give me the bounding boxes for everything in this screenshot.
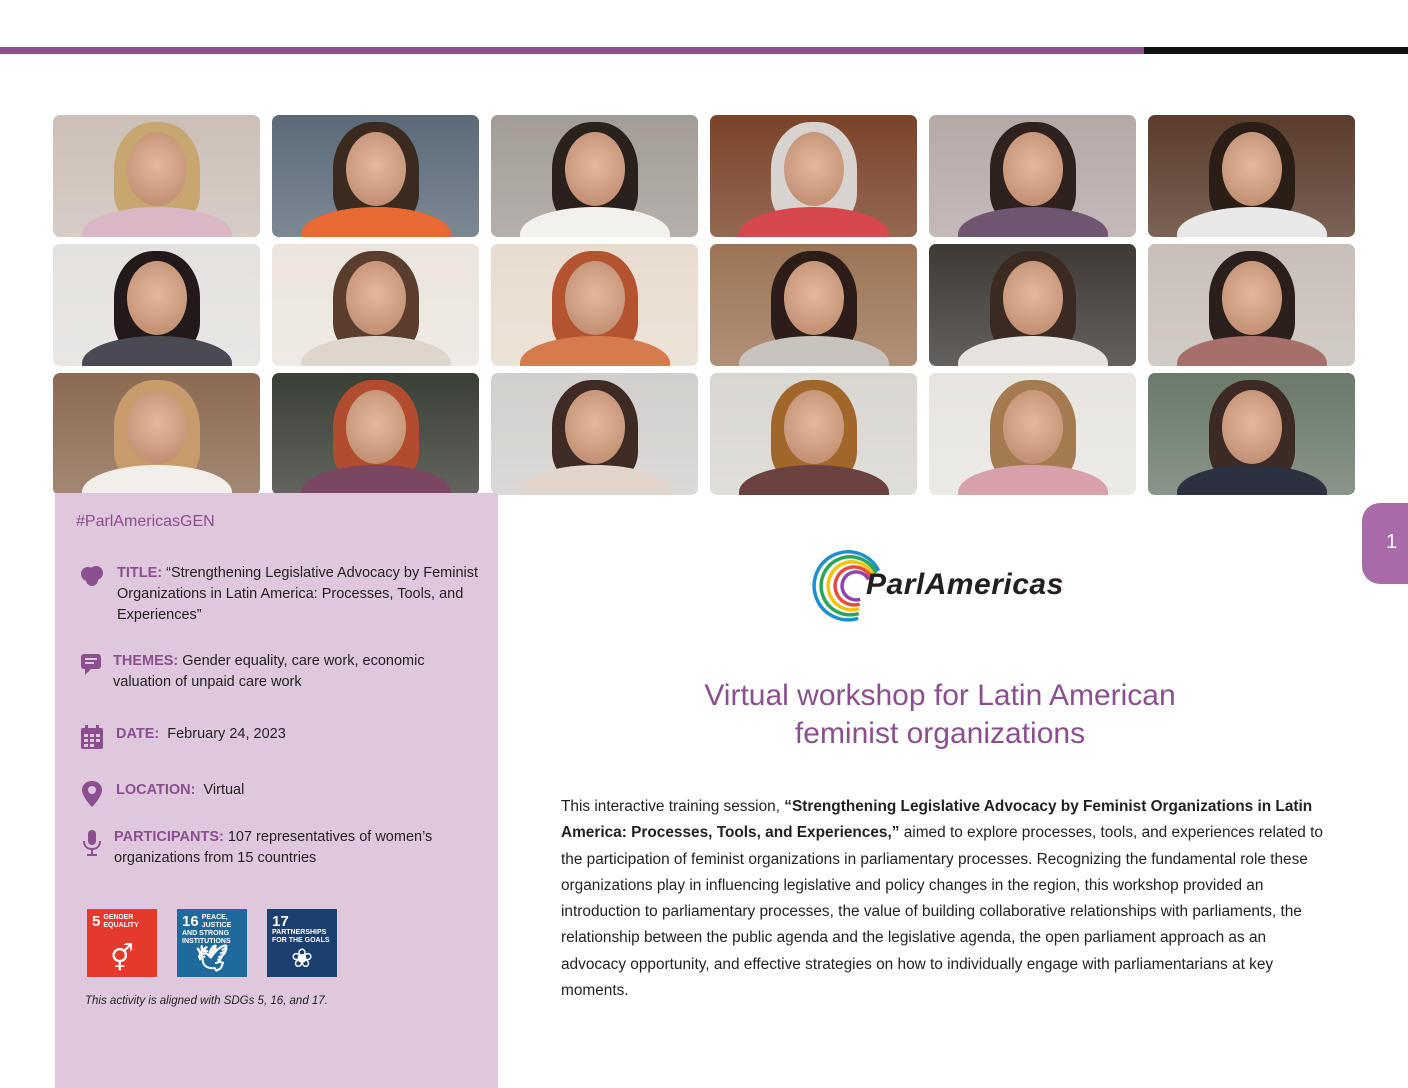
sdg-icon: ❀	[291, 943, 313, 973]
participant-photo-10	[710, 244, 917, 366]
participants-value: 107 representatives of women’s organizations from 15 countries	[114, 829, 433, 866]
participant-photo-4	[710, 115, 917, 237]
shoulders	[82, 207, 232, 237]
description-intro: This interactive training session,	[561, 798, 785, 815]
face	[565, 261, 625, 335]
participant-photo-11	[929, 244, 1136, 366]
microphone-icon	[79, 829, 105, 857]
face	[346, 390, 406, 464]
face	[1222, 261, 1282, 335]
shoulders	[1177, 207, 1327, 237]
shoulders	[1177, 465, 1327, 495]
logo-arc	[842, 572, 869, 600]
face	[565, 390, 625, 464]
shoulders	[739, 336, 889, 366]
title-value: “Strengthening Legislative Advocacy by Feminist Organizations in Latin America: Processes, Tools, and Experiences”	[117, 565, 479, 623]
brain-icon	[79, 563, 105, 591]
shoulders	[82, 465, 232, 495]
sdg-label: GENDER EQUALITY	[103, 914, 139, 929]
participant-photo-12	[1148, 244, 1355, 366]
sdg-16-badge	[177, 909, 247, 977]
participant-photo-2	[272, 115, 479, 237]
shoulders	[1177, 336, 1327, 366]
face	[1222, 390, 1282, 464]
participant-photo-8	[272, 244, 479, 366]
shoulders	[301, 336, 451, 366]
participant-photo-14	[272, 373, 479, 495]
sdg-label: PARTNERSHIPS FOR THE GOALS	[272, 929, 330, 944]
shoulders	[301, 207, 451, 237]
face	[127, 261, 187, 335]
themes-value: Gender equality, care work, economic valuation of unpaid care work	[113, 653, 425, 690]
page-number: 1	[1386, 531, 1398, 553]
shoulders	[958, 207, 1108, 237]
participant-photo-6	[1148, 115, 1355, 237]
face	[346, 132, 406, 206]
sdg-17-badge	[267, 909, 337, 977]
title-line-1: Virtual workshop for Latin American	[704, 679, 1176, 712]
sdg-number: 5	[92, 913, 101, 930]
participant-photo-18	[1148, 373, 1355, 495]
face	[127, 132, 187, 206]
chat-bubbles-icon	[79, 651, 105, 679]
face	[1003, 132, 1063, 206]
participant-photo-5	[929, 115, 1136, 237]
title-label: TITLE:	[117, 565, 163, 581]
sdg-5-badge	[87, 909, 157, 977]
header-rule	[1144, 47, 1408, 54]
participant-photo-1	[53, 115, 260, 237]
date-value: February 24, 2023	[167, 726, 286, 742]
sdg-alignment-note: This activity is aligned with SDGs 5, 16, and 17.	[85, 995, 328, 1007]
participant-photo-7	[53, 244, 260, 366]
face	[1003, 261, 1063, 335]
title-line-2: feminist organizations	[794, 717, 1086, 750]
face	[127, 390, 187, 464]
shoulders	[520, 465, 670, 495]
location-value: Virtual	[203, 782, 245, 798]
shoulders	[958, 336, 1108, 366]
participants-photo-grid	[53, 115, 1355, 495]
shoulders	[520, 336, 670, 366]
themes-label: THEMES:	[113, 653, 179, 669]
header-accent-bar	[0, 47, 1144, 54]
participant-photo-13	[53, 373, 260, 495]
face	[784, 261, 844, 335]
participant-photo-17	[929, 373, 1136, 495]
shoulders	[301, 465, 451, 495]
shoulders	[82, 336, 232, 366]
description-rest: aimed to explore processes, tools, and experiences related to the participation of feminist organizations in parliamentary processes. Recognizing the fundamental role these organizations play in influencing legislative and policy changes in the region, this workshop provided an introduction to parliamentary processes, the value of building collaborative relationships with parliaments, the relationship between the public agenda and the legislative agenda, the open parliament approach as an advocacy opportunity, and effective strategies on how to individually engage with parliamentarians at key moments.	[561, 824, 1323, 1000]
parlamericas-logo	[808, 544, 1088, 624]
face	[1003, 390, 1063, 464]
hashtag: #ParlAmericasGEN	[76, 513, 215, 530]
shoulders	[739, 465, 889, 495]
page-title	[600, 677, 1280, 753]
event-info-sidebar	[55, 493, 498, 1088]
face	[1222, 132, 1282, 206]
location-label: LOCATION:	[116, 782, 196, 798]
sdg-number: 17	[272, 913, 289, 930]
page-number-tab	[1362, 503, 1408, 584]
face	[346, 261, 406, 335]
face	[565, 132, 625, 206]
logo-text: ParlAmericas	[866, 568, 1064, 601]
sdg-icon: 🕊	[195, 943, 229, 973]
participants-label: PARTICIPANTS:	[114, 829, 224, 845]
shoulders	[958, 465, 1108, 495]
sdg-icon: ⚥	[110, 943, 134, 973]
description-session-title: “Strengthening Legislative Advocacy by Feminist Organizations in Latin America: Processes, Tools, and Experiences,”	[561, 798, 1313, 842]
participant-photo-3	[491, 115, 698, 237]
description-paragraph	[561, 794, 1333, 1004]
date-label: DATE:	[116, 726, 160, 742]
face	[784, 132, 844, 206]
sdg-label: PEACE, JUSTICE AND STRONG INSTITUTIONS	[182, 914, 232, 945]
location-pin-icon	[79, 780, 105, 808]
calendar-icon	[79, 724, 105, 752]
shoulders	[739, 207, 889, 237]
participant-photo-16	[710, 373, 917, 495]
shoulders	[520, 207, 670, 237]
participant-photo-9	[491, 244, 698, 366]
participant-photo-15	[491, 373, 698, 495]
sdg-number: 16	[182, 913, 199, 930]
face	[784, 390, 844, 464]
